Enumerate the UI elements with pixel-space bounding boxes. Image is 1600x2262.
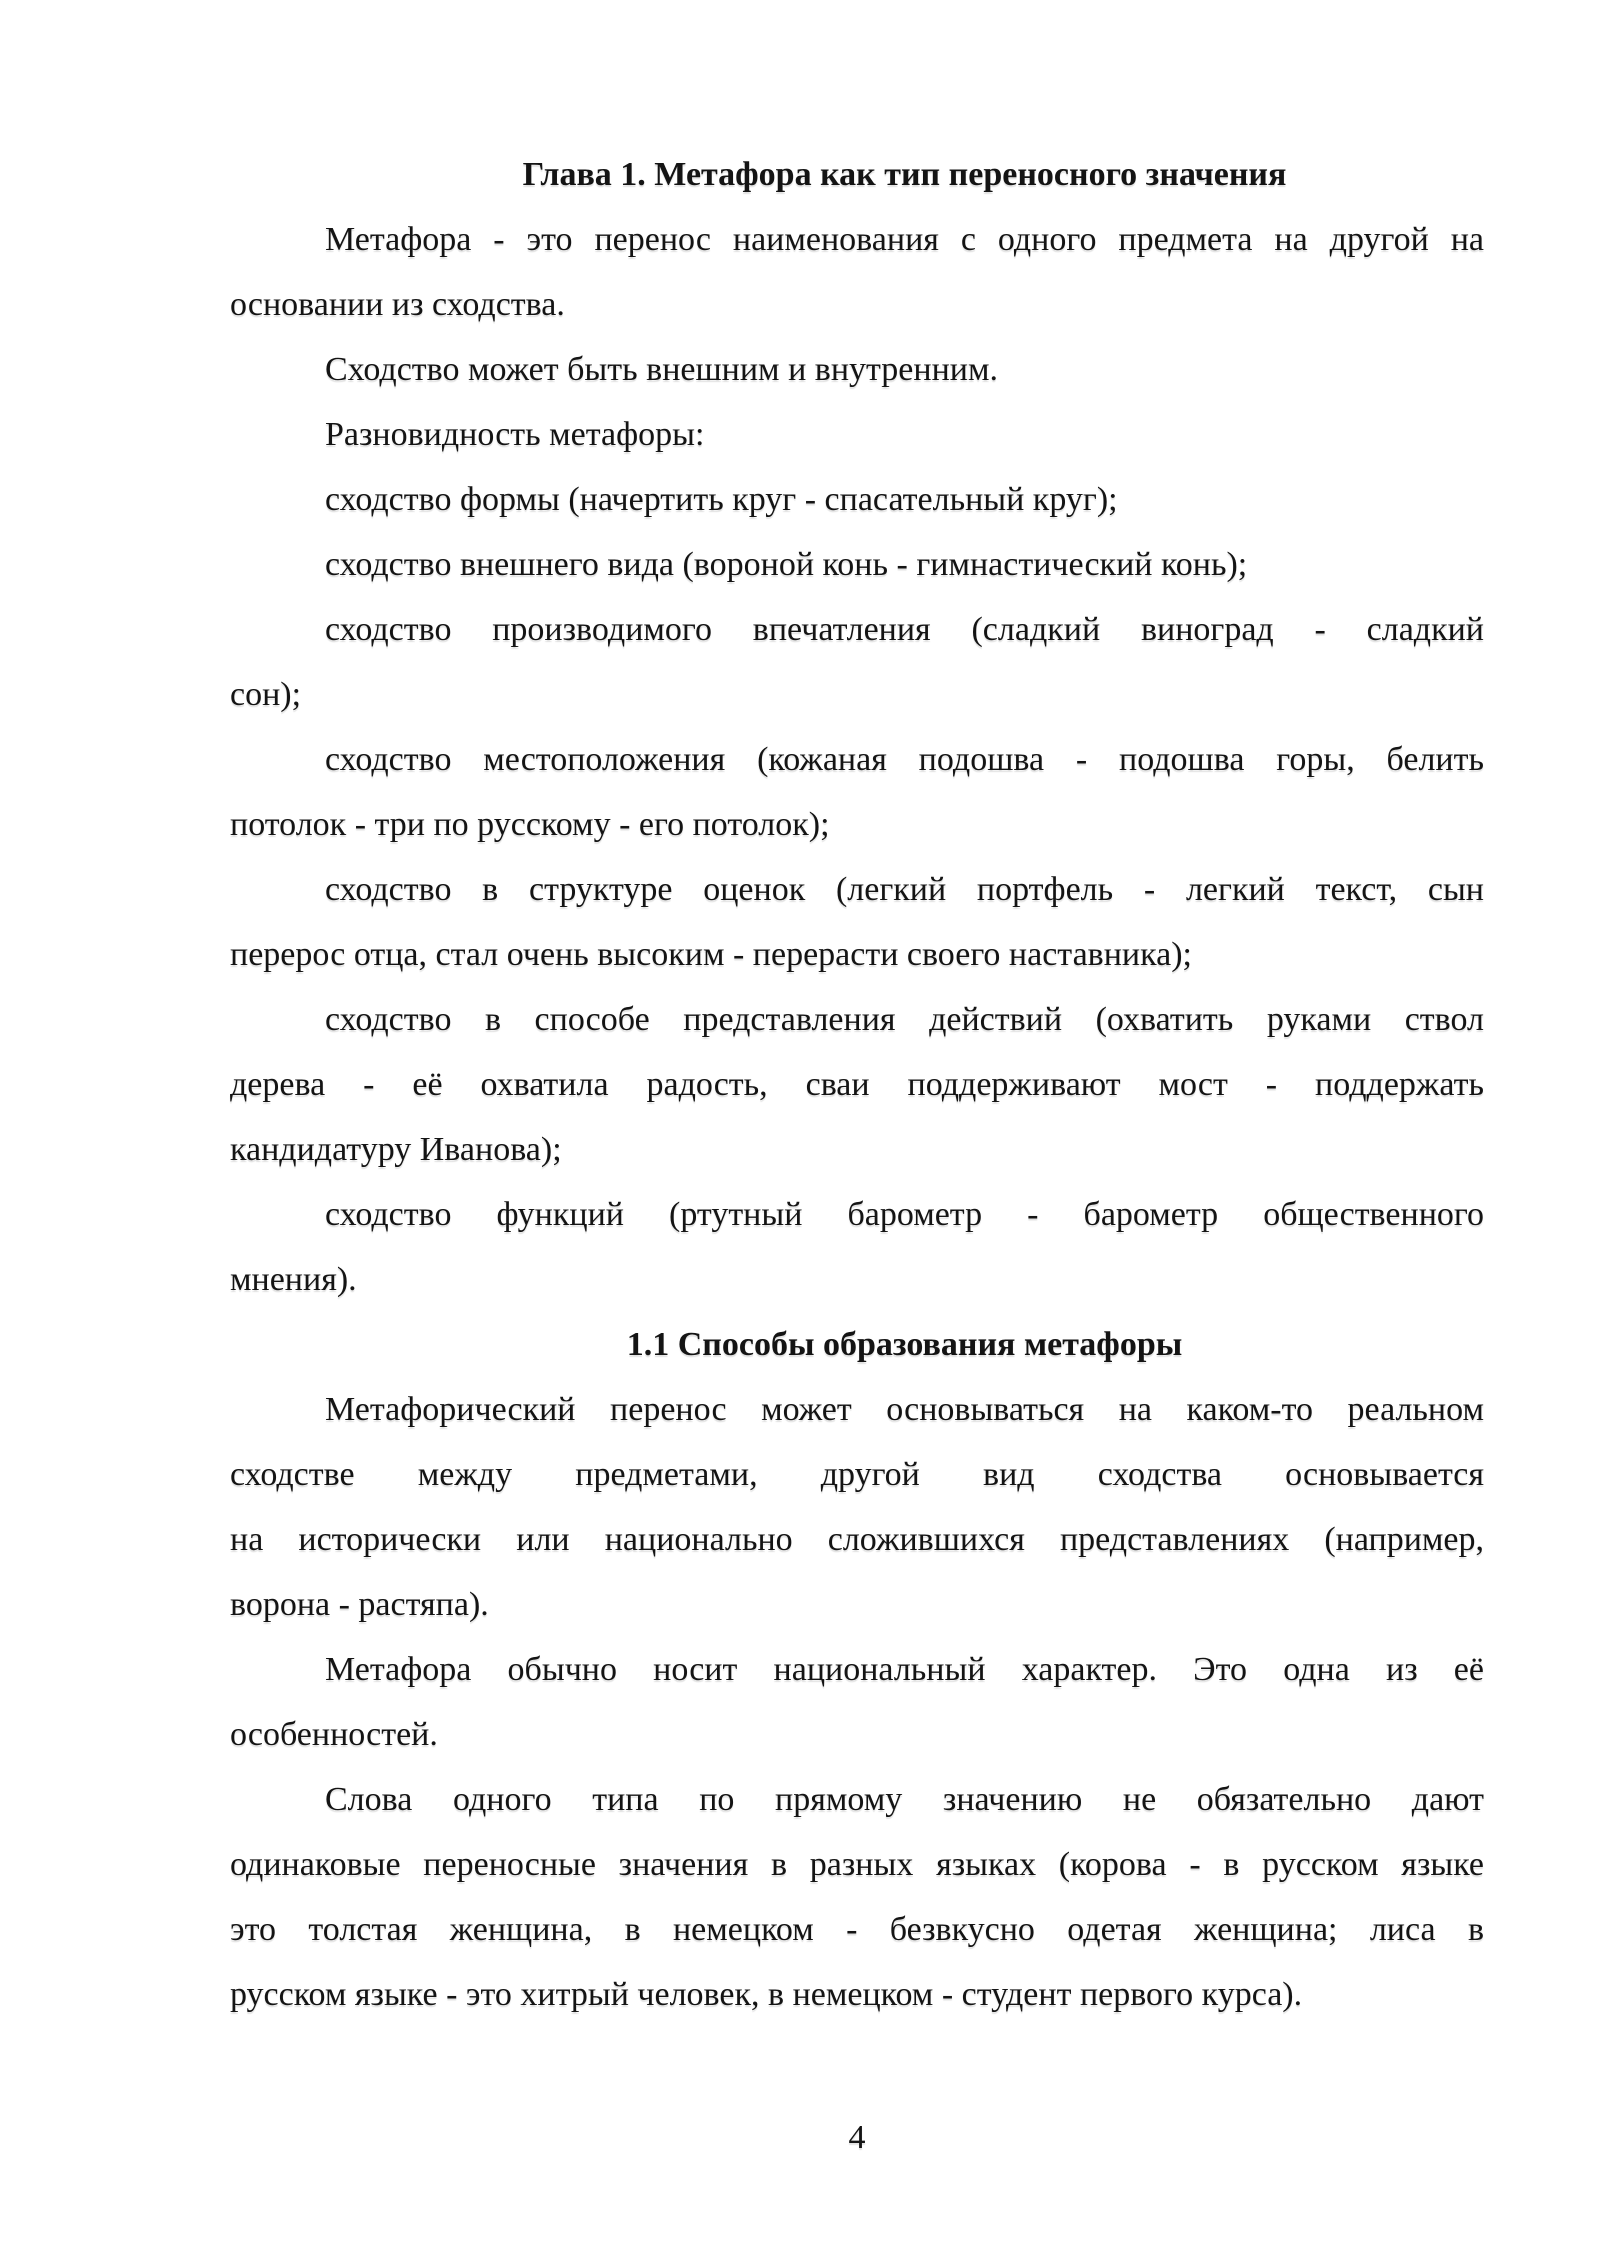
chapter-heading: Глава 1. Метафора как тип переносного значения (522, 156, 1287, 193)
text-line: русском языке - это хитрый человек, в немецком - студент первого курса). (230, 1976, 1303, 2013)
text-line: одинаковые переносные значения в разных языках (корова - в русском языке (230, 1846, 1484, 1883)
text-line: сходство в структуре оценок (легкий портфель - легкий текст, сын (325, 871, 1484, 908)
text-line: Метафорический перенос может основываться на каком-то реальном (325, 1391, 1484, 1428)
section-heading: 1.1 Способы образования метафоры (626, 1326, 1183, 1363)
text-line: Слова одного типа по прямому значению не обязательно дают (325, 1781, 1484, 1818)
text-line: Метафора обычно носит национальный характер. Это одна из её (325, 1651, 1484, 1688)
text-line: Разновидность метафоры: (325, 416, 705, 453)
text-line: сходство местоположения (кожаная подошва - подошва горы, белить (325, 741, 1484, 778)
text-line: это толстая женщина, в немецком - безвкусно одетая женщина; лиса в (230, 1911, 1484, 1948)
text-line: основании из сходства. (230, 286, 565, 323)
text-line: Сходство может быть внешним и внутренним. (325, 351, 998, 388)
text-line: ворона - растяпа). (230, 1586, 489, 1623)
text-line: сходство формы (начертить круг - спасательный круг); (325, 481, 1118, 518)
text-line: особенностей. (230, 1716, 438, 1753)
text-line: сходстве между предметами, другой вид сходства основывается (230, 1456, 1484, 1493)
text-line: сон); (230, 676, 302, 713)
text-line: перерос отца, стал очень высоким - перерасти своего наставника); (230, 936, 1192, 973)
text-line: на исторически или национально сложившихся представлениях (например, (230, 1521, 1484, 1558)
text-line: дерева - её охватила радость, сваи поддерживают мост - поддержать (230, 1066, 1484, 1103)
text-column (230, 142, 1484, 2027)
text-line: кандидатуру Иванова); (230, 1131, 562, 1168)
text-line: мнения). (230, 1261, 357, 1298)
text-line: сходство внешнего вида (вороной конь - гимнастический конь); (325, 546, 1248, 583)
text-line: сходство в способе представления действий (охватить руками ствол (325, 1001, 1484, 1038)
text-line: Метафора - это перенос наименования с одного предмета на другой на (325, 221, 1484, 258)
page-number: 4 (848, 2119, 866, 2156)
text-line: потолок - три по русскому - его потолок); (230, 806, 830, 843)
text-line: сходство функций (ртутный барометр - барометр общественного (325, 1196, 1484, 1233)
text-line: сходство производимого впечатления (сладкий виноград - сладкий (325, 611, 1484, 648)
